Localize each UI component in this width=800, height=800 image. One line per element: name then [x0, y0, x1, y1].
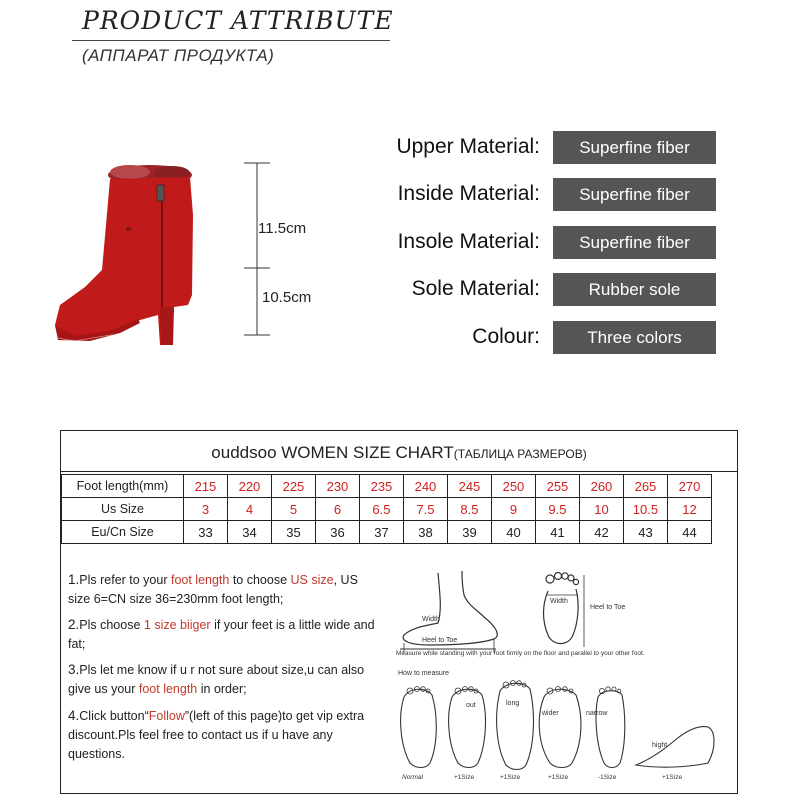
instruction-highlight: foot length [138, 682, 198, 696]
boot-image [30, 155, 220, 355]
size-chart-title-row [61, 431, 737, 472]
instruction-number: 3. [68, 662, 80, 677]
table-cell: 6.5 [359, 498, 403, 521]
table-cell: 40 [491, 521, 535, 544]
table-cell: 9.5 [535, 498, 579, 521]
caption-size-5: +1Size [662, 774, 683, 781]
row-header-eu-cn-size: Eu/Cn Size [62, 521, 184, 544]
dimension-lower: 10.5cm [262, 289, 312, 306]
instruction-text: if your feet is a little wide and fat; [68, 618, 375, 651]
heel-to-toe-label: Heel to Toe [422, 637, 458, 644]
narrow-label: narrow [586, 710, 608, 717]
row-header-foot-length: Foot length(mm) [62, 475, 184, 498]
size-chart-title-ru: (ТАБЛИЦА РАЗМЕРОВ) [453, 447, 587, 461]
attr-label-colour: Colour: [472, 325, 540, 348]
header-title: PRODUCT ATTRIBUTE [82, 6, 394, 35]
instruction-2 [68, 615, 380, 654]
table-cell: 260 [579, 475, 623, 498]
foot-high-icon [636, 727, 714, 768]
table-cell: 245 [447, 475, 491, 498]
table-cell: 8.5 [447, 498, 491, 521]
attr-value-inside: Superfine fiber [553, 178, 716, 211]
table-cell: 42 [579, 521, 623, 544]
caption-normal: Normal [402, 774, 423, 781]
table-cell: 10.5 [623, 498, 667, 521]
table-cell: 39 [447, 521, 491, 544]
follow-link: Follow [148, 709, 185, 723]
table-cell: 6 [315, 498, 359, 521]
table-cell: 35 [271, 521, 315, 544]
wider-label: wider [542, 710, 559, 717]
attr-value-upper: Superfine fiber [553, 131, 716, 164]
attr-label-insole: Insole Material: [397, 230, 540, 253]
table-row [62, 475, 712, 498]
table-cell: 34 [227, 521, 271, 544]
instruction-text: ”(left of this page)to get vip extra discount.Pls feel free to contact us if u have any questions. [68, 709, 365, 761]
attr-label-upper: Upper Material: [396, 135, 540, 158]
table-row [62, 521, 712, 544]
table-cell: 220 [227, 475, 271, 498]
table-cell: 270 [667, 475, 711, 498]
out-label: out [466, 702, 476, 709]
instruction-3 [68, 660, 380, 699]
table-cell: 33 [183, 521, 227, 544]
size-table [61, 474, 712, 544]
boot-heel [160, 307, 174, 345]
size-chart-title: ouddsoo WOMEN SIZE CHART [211, 443, 454, 462]
width-label: Width [422, 616, 440, 623]
top-foot-icon [544, 573, 585, 648]
instruction-number: 1. [68, 572, 80, 587]
caption-size-2: +1Size [500, 774, 521, 781]
table-cell: 3 [183, 498, 227, 521]
table-cell: 10 [579, 498, 623, 521]
caption-size-1: +1Size [454, 774, 475, 781]
heel-to-toe-label-top: Heel to Toe [590, 604, 626, 611]
instruction-text: Pls refer to your [79, 573, 171, 587]
instruction-highlight: US size [290, 573, 334, 587]
table-row [62, 498, 712, 521]
table-cell: 36 [315, 521, 359, 544]
table-cell: 225 [271, 475, 315, 498]
attr-value-insole: Superfine fiber [553, 226, 716, 259]
header-divider [72, 40, 390, 41]
attr-label-inside: Inside Material: [397, 182, 540, 205]
dimension-lines [230, 155, 290, 340]
table-cell: 240 [403, 475, 447, 498]
instruction-text: to choose [229, 573, 291, 587]
measure-diagram [390, 565, 730, 785]
foot-long-icon [497, 683, 534, 769]
instruction-text: Click button“ [79, 709, 149, 723]
instruction-4 [68, 706, 380, 764]
instruction-highlight: 1 size biiger [143, 618, 211, 632]
how-to-measure-label: How to measure [398, 670, 449, 677]
instruction-number: 4. [68, 708, 80, 723]
foot-wider-icon [539, 689, 581, 767]
instruction-text: , US size 6=CN size 36=230mm foot length; [68, 573, 358, 606]
attr-value-colour: Three colors [553, 321, 716, 354]
table-cell: 215 [183, 475, 227, 498]
table-cell: 255 [535, 475, 579, 498]
table-cell: 37 [359, 521, 403, 544]
zipper-pull [157, 185, 164, 201]
dimension-upper: 11.5cm [258, 220, 307, 237]
attr-label-sole: Sole Material: [411, 277, 540, 300]
long-label: long [506, 700, 520, 707]
caption-size-3: +1Size [548, 774, 569, 781]
instruction-1 [68, 570, 380, 609]
width-label-top: Width [550, 598, 568, 605]
table-cell: 235 [359, 475, 403, 498]
header-subtitle: (АППАРАТ ПРОДУКТА) [82, 46, 275, 65]
table-cell: 5 [271, 498, 315, 521]
table-cell: 230 [315, 475, 359, 498]
table-cell: 4 [227, 498, 271, 521]
table-cell: 43 [623, 521, 667, 544]
attr-value-sole: Rubber sole [553, 273, 716, 306]
instruction-text: in order; [197, 682, 247, 696]
instruction-highlight: foot length [170, 573, 230, 587]
measure-note: Measure while standing with your foot firmly on the floor and parallel to your other foot. [396, 650, 645, 657]
table-cell: 12 [667, 498, 711, 521]
foot-out-icon [449, 689, 486, 767]
table-cell: 38 [403, 521, 447, 544]
table-cell: 41 [535, 521, 579, 544]
instruction-text: Pls choose [79, 618, 144, 632]
table-cell: 7.5 [403, 498, 447, 521]
row-header-us-size: Us Size [62, 498, 184, 521]
table-cell: 265 [623, 475, 667, 498]
table-cell: 9 [491, 498, 535, 521]
foot-narrow-icon [596, 691, 625, 768]
hight-label: hight [652, 742, 668, 749]
instruction-number: 2. [68, 617, 80, 632]
table-cell: 250 [491, 475, 535, 498]
instruction-text: Pls let me know if u r not sure about size,u can also give us your [68, 663, 365, 696]
foot-normal-icon [401, 689, 437, 767]
caption-size-4: -1Size [598, 774, 617, 781]
table-cell: 44 [667, 521, 711, 544]
